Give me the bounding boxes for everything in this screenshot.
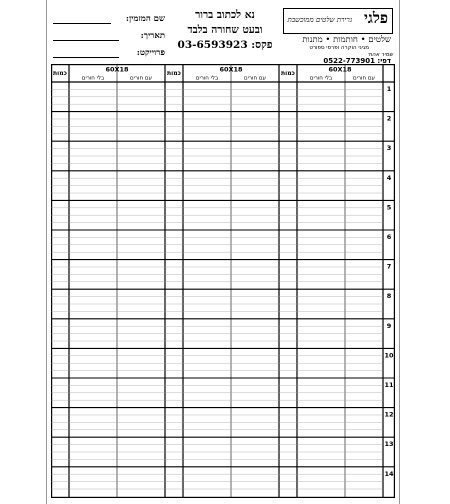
form-header [47, 6, 399, 65]
row-number: 11 [384, 381, 394, 389]
project-field[interactable] [53, 46, 165, 61]
order-grid [51, 64, 395, 498]
row-number: 7 [386, 262, 392, 271]
instructions-block [175, 8, 275, 53]
project-line[interactable] [53, 57, 119, 58]
signature: שמיר אהוד [367, 52, 393, 58]
without-holes-header: בלי חורים [195, 75, 219, 82]
row-number: 10 [384, 351, 394, 360]
project-label: פרוייקט: [136, 48, 165, 58]
customer-fields [53, 12, 165, 63]
with-holes-header: עם חורים [353, 75, 375, 82]
row-number: 3 [386, 144, 392, 153]
with-holes-header: עם חורים [244, 75, 266, 82]
row-number: 2 [386, 114, 392, 123]
without-holes-header: בלי חורים [309, 75, 333, 82]
services-text: שלטים • חותמות • מתנות [302, 35, 391, 45]
phone-number: דפי: 0522-773901 [323, 57, 391, 65]
with-holes-header: עם חורים [130, 75, 152, 82]
customer-name-line[interactable] [53, 23, 111, 24]
notice-line-1: נא לכתוב ברור [195, 9, 255, 21]
subservices-text: מגיני הוקרה ופרסי ספורט [309, 45, 369, 51]
qty-header: כמות [167, 70, 181, 77]
qty-header: כמות [53, 70, 67, 77]
row-number: 6 [386, 233, 392, 241]
size-header: 60X18 [105, 65, 129, 74]
fax-number: פקס: 03-6593923 [177, 39, 273, 51]
size-header: 60X18 [328, 65, 352, 74]
without-holes-header: בלי חורים [81, 75, 105, 82]
date-line[interactable] [53, 40, 119, 41]
company-logo [283, 8, 393, 34]
row-number: 9 [386, 321, 392, 330]
row-number: 5 [386, 203, 392, 212]
date-field[interactable] [53, 29, 165, 44]
date-label: תאריך: [140, 31, 165, 41]
size-header: 60X18 [219, 65, 243, 74]
order-form-sheet [46, 0, 400, 504]
customer-name-label: שם המזמין: [125, 14, 165, 24]
company-tagline: גרירת שלטים ממוכשבת [287, 16, 352, 24]
row-number: 12 [384, 410, 394, 419]
row-number: 8 [386, 292, 392, 301]
row-number: 13 [384, 440, 394, 449]
company-name: פלגי [363, 9, 388, 27]
row-number: 4 [386, 173, 392, 182]
customer-name-field[interactable] [53, 12, 165, 27]
row-number: 14 [384, 469, 394, 478]
notice-line-2: ובעט שחורה בלבד [187, 24, 263, 36]
grid-frame [52, 65, 395, 498]
row-number: 1 [386, 85, 392, 93]
qty-header: כמות [281, 70, 295, 77]
